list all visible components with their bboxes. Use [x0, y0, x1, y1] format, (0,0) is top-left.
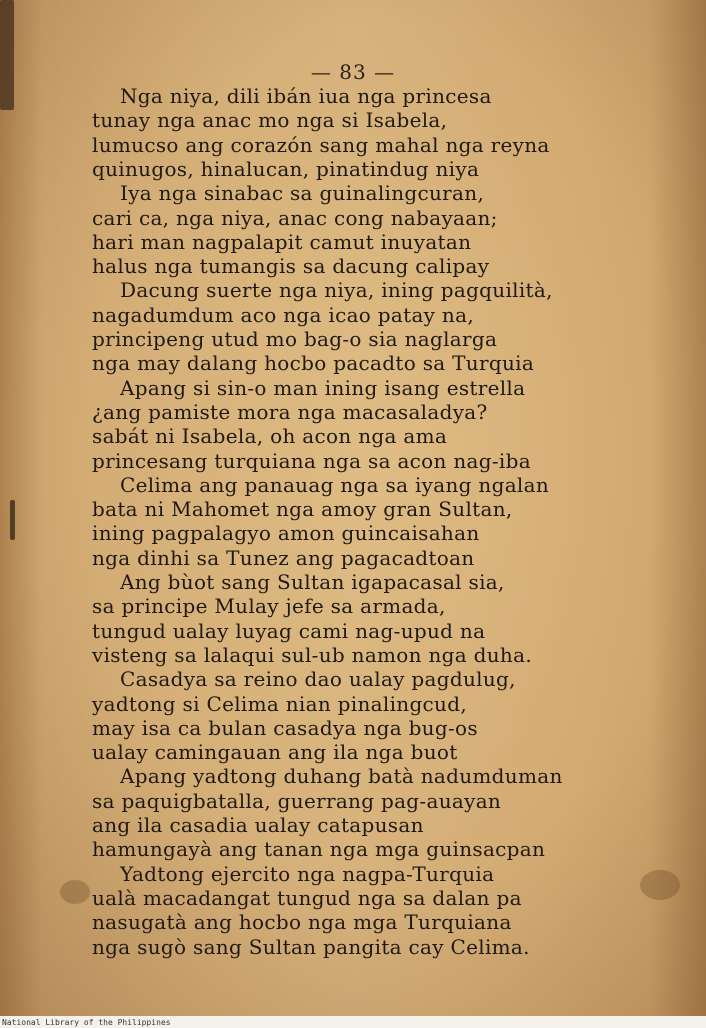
text-line: ining pagpalagyo amon guincaisahan	[92, 521, 480, 546]
text-line: bata ni Mahomet nga amoy gran Sultan,	[92, 497, 513, 522]
text-line: Ang bùot sang Sultan igapacasal sia,	[120, 570, 505, 594]
text-line: ualà macadangat tungud nga sa dalan pa	[92, 885, 522, 910]
text-line: Celima ang panauag nga sa iyang ngalan	[120, 472, 550, 497]
text-line: princesang turquiana nga sa acon nag-iba	[92, 448, 531, 473]
text-line: tunay nga anac mo nga si Isabela,	[92, 108, 448, 133]
text-line: nagadumdum aco nga icao patay na,	[92, 302, 474, 327]
text-line: principeng utud mo bag-o sia naglarga	[92, 327, 498, 351]
text-line: nga sugò sang Sultan pangita cay Celima.	[92, 934, 530, 959]
text-line: nasugatà ang hocbo nga mga Turquiana	[92, 910, 512, 935]
stain-spot	[640, 870, 680, 900]
text-line: halus nga tumangis sa dacung calipay	[92, 254, 490, 279]
text-line: Yadtong ejercito nga nagpa-Turquia	[120, 861, 495, 886]
text-line: cari ca, nga niya, anac cong nabayaan;	[92, 205, 498, 230]
text-line: tungud ualay luyag cami nag-upud na	[92, 618, 486, 643]
text-line: nga dinhi sa Tunez ang pagacadtoan	[92, 545, 475, 570]
page-number: — 83 —	[310, 60, 396, 84]
text-line: Casadya sa reino dao ualay pagdulug,	[120, 667, 516, 692]
text-line: Apang yadtong duhang batà nadumduman	[120, 764, 563, 789]
binding-edge	[0, 0, 14, 110]
text-line: may isa ca bulan casadya nga bug-os	[92, 715, 478, 740]
text-line: Iya nga sinabac sa guinalingcuran,	[120, 181, 485, 206]
text-line: nga may dalang hocbo pacadto sa Turquia	[92, 351, 535, 376]
text-line: Apang si sin-o man ining isang estrella	[120, 375, 526, 400]
text-line: ualay camingauan ang ila nga buot	[92, 740, 458, 765]
text-line: Dacung suerte nga niya, ining pagquilità,	[120, 278, 553, 303]
text-line: sa principe Mulay jefe sa armada,	[92, 594, 446, 619]
library-footer: National Library of the Philippines	[2, 1018, 171, 1027]
stain-spot	[60, 880, 90, 904]
text-line: quinugos, hinalucan, pinatindug niya	[92, 156, 480, 181]
text-line: sa paquigbatalla, guerrang pag-auayan	[92, 788, 502, 813]
text-line: yadtong si Celima nian pinalingcud,	[92, 691, 468, 716]
text-line: visteng sa lalaqui sul-ub namon nga duha.	[92, 642, 532, 667]
text-line: hamungayà ang tanan nga mga guinsacpan	[92, 837, 546, 862]
text-line: sabát ni Isabela, oh acon nga ama	[92, 424, 448, 449]
text-line: ang ila casadia ualay catapusan	[92, 813, 424, 837]
ink-smudge	[10, 500, 15, 540]
text-line: hari man nagpalapit camut inuyatan	[92, 229, 472, 254]
text-line: ¿ang pamiste mora nga macasaladya?	[92, 399, 488, 424]
text-line: Nga niya, dili ibán iua nga princesa	[120, 84, 492, 108]
text-line: lumucso ang corazón sang mahal nga reyna	[92, 132, 550, 157]
